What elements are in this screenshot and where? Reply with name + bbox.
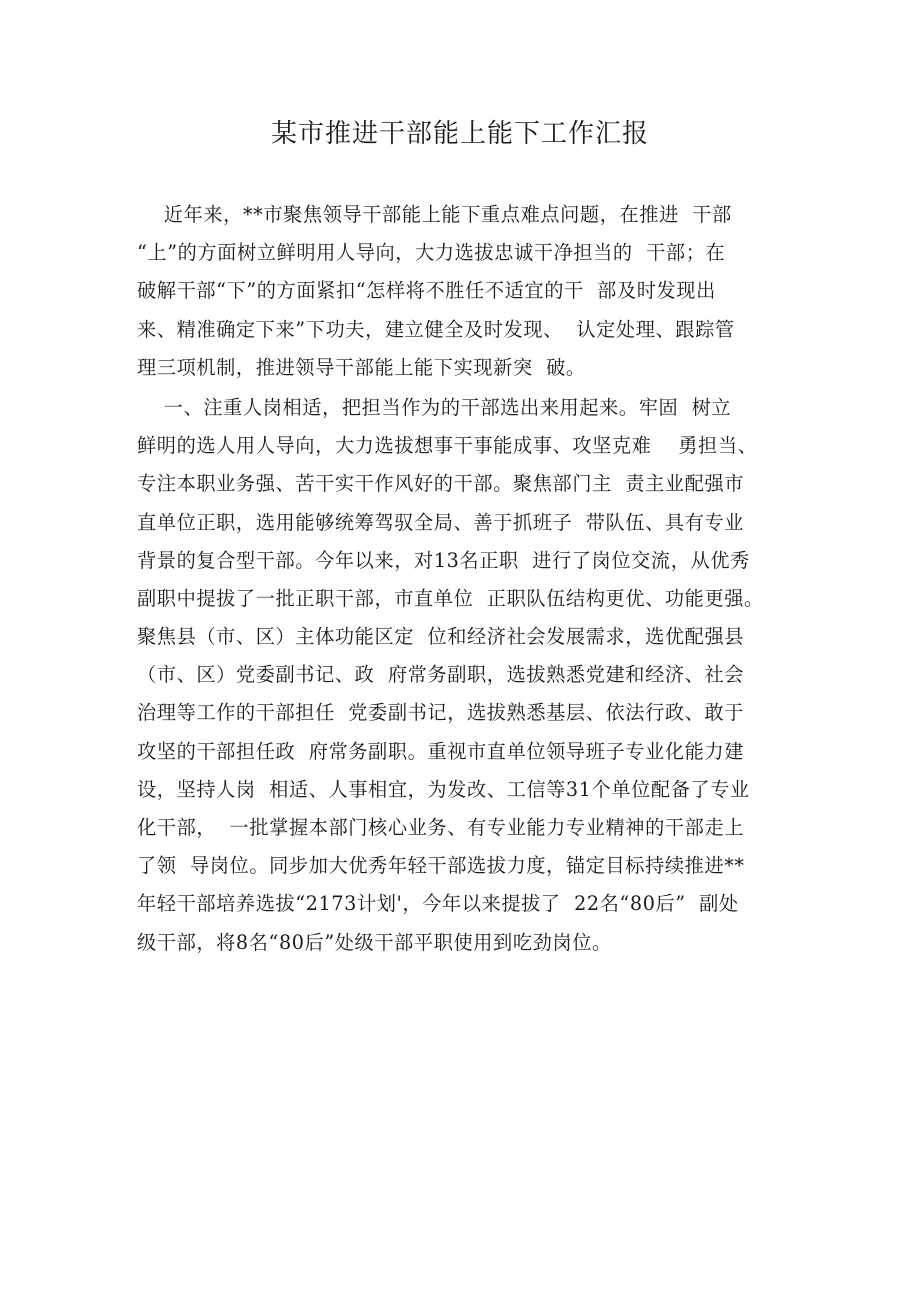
paragraph-section-one — [137, 389, 789, 962]
document-body — [137, 196, 789, 962]
document-title: 某市推进干部能上能下工作汇报 — [270, 119, 649, 149]
text-line: 化干部， 一批掌握本部门核心业务、有专业能力专业精神的干部走上 — [137, 816, 745, 839]
text-line: 来、精准确定下来”下功夫，建立健全及时发现、 认定处理、跟踪管 — [137, 317, 735, 341]
text-line: 攻坚的干部担任政 府常务副职。重视市直单位领导班子专业化能力建 — [137, 739, 745, 763]
text-line: 近年来，**市聚焦领导干部能上能下重点难点问题，在推进 干部 — [137, 203, 732, 226]
text-line: 背景的复合型干部。今年以来，对13名正职 进行了岗位交流，从优秀 — [137, 548, 750, 572]
paragraph-intro — [137, 196, 789, 387]
text-line: 鲜明的选人用人导向，大力选拔想事干事能成事、攻坚克难 勇担当、 — [137, 434, 758, 458]
text-line: 聚焦县（市、区）主体功能区定 位和经济社会发展需求，选优配强县 — [137, 625, 745, 649]
text-line: 破解干部“下”的方面紧扣“怎样将不胜任不适宜的干 部及时发现出 — [137, 279, 716, 303]
text-line: 设，坚持人岗 相适、人事相宜，为发改、工信等31个单位配备了专业 — [137, 777, 750, 801]
text-line: 直单位正职，选用能够统筹驾驭全局、善于抓班子 带队伍、具有专业 — [137, 510, 745, 534]
text-line: 一、注重人岗相适，把担当作为的干部选出来用起来。牢固 树立 — [137, 395, 732, 419]
text-line: 年轻干部培养选拔“2173计划'，今年以来提拔了 22名“80后” 副处 — [137, 892, 739, 916]
text-line: 级干部，将8名“80后”处级干部平职使用到吃劲岗位。 — [137, 930, 612, 954]
text-line: 治理等工作的干部担任 党委副书记，选拔熟悉基层、依法行政、敢于 — [137, 701, 745, 725]
text-line: 了领 导岗位。同步加大优秀年轻干部选拔力度，锚定目标持续推进** — [137, 854, 745, 878]
text-line: 副职中提拔了一批正职干部，市直单位 正职队伍结构更优、功能更强。 — [137, 586, 764, 610]
text-line: （市、区）党委副书记、政 府常务副职，选拔熟悉党建和经济、社会 — [137, 663, 745, 687]
text-line: 专注本职业务强、苦干实干作风好的干部。聚焦部门主 责主业配强市 — [137, 472, 745, 496]
text-line: 理三项机制，推进领导干部能上能下实现新突 破。 — [137, 355, 586, 379]
text-line: “上”的方面树立鲜明用人导向，大力选拔忠诚干净担当的 干部；在 — [137, 241, 726, 265]
